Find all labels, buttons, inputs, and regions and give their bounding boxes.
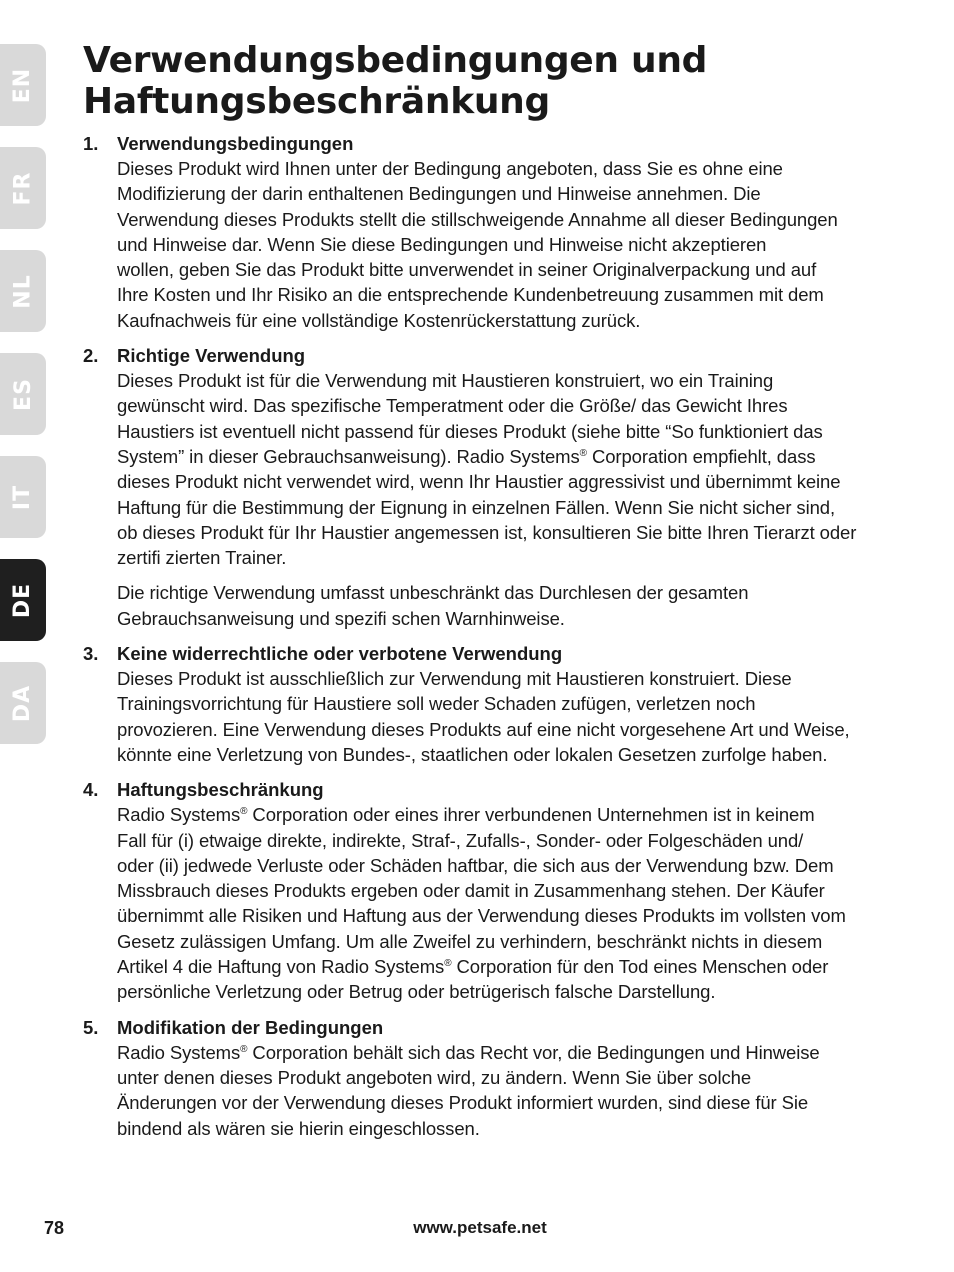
section-modification-of-terms [83, 1015, 913, 1141]
page-title-line-1: Verwendungsbedingungen und [83, 40, 708, 81]
tab-label: IT [10, 484, 36, 510]
tab-es[interactable] [0, 353, 46, 435]
tab-da[interactable] [0, 662, 46, 744]
section-number: 2. [83, 345, 99, 367]
section-paragraph: Dieses Produkt ist für die Verwendung mit Haustieren konstruiert, wo ein Training gewünscht wird. Das spezifische Temperatment oder die Größe/ das Gewicht Ihres Haustiers ist eventuell nicht passend für dieses Produkt (siehe bitte “So funktioniert das System” in dieser Gebrauchsanweisung). Radio Systems® Corporation empfiehlt, dass dieses Produkt nicht verwendet wird, wenn Ihr Haustier aggressivist und übernimmt keine Haftung für die Bestimmung der Eignung in einzelnen Fällen. Wenn Sie nicht sicher sind, ob dieses Produkt für Ihr Haustier angemessen ist, konsultieren Sie bitte Ihren Tierarzt oder zertifi zierten Trainer. [117, 370, 857, 569]
section-heading [83, 131, 913, 156]
section-number: 1. [83, 133, 99, 154]
section-paragraph: Dieses Produkt ist ausschließlich zur Verwendung mit Haustieren konstruiert. Diese Trainingsvorrichtung für Haustiere soll weder Schaden zufügen, verletzen noch provozieren. Eine Verwendung dieses Produkts auf eine nicht vorgesehene Art und Weise, könnte eine Verletzung von Bundes-, staatlichen oder lokalen Gesetzen zurfolge haben. [117, 668, 850, 765]
page-title [83, 40, 903, 122]
section-title: Modifikation der Bedingungen [117, 1016, 384, 1038]
tab-fr[interactable] [0, 147, 46, 229]
section-heading [83, 1015, 913, 1040]
tab-en[interactable] [0, 44, 46, 126]
section-title: Haftungsbeschränkung [117, 779, 324, 801]
section-number: 4. [83, 779, 99, 801]
tab-label: EN [10, 67, 36, 103]
tab-label: DE [10, 582, 36, 618]
section-title: Verwendungsbedingungen [117, 133, 354, 154]
section-number: 5. [83, 1016, 99, 1038]
section-number: 3. [83, 643, 99, 665]
section-heading [83, 641, 913, 666]
tab-label: DA [10, 684, 36, 722]
section-title: Keine widerrechtliche oder verbotene Verwendung [117, 643, 563, 665]
tab-label: FR [10, 171, 36, 205]
page-number: 78 [44, 1218, 65, 1238]
website-url[interactable]: www.petsafe.net [413, 1218, 547, 1237]
content [83, 131, 913, 1151]
tab-label: ES [10, 377, 36, 411]
section-proper-use [83, 343, 913, 631]
page-title-line-2: Haftungsbeschränkung [83, 81, 550, 122]
tab-label: NL [10, 273, 36, 309]
section-paragraph: Dieses Produkt wird Ihnen unter der Bedingung angeboten, dass Sie es ohne eine Modifizierung der darin enthaltenen Bedingungen und Hinweise annehmen. Die Verwendung dieses Produkts stellt die stillschweigende Annahme all dieser Bedingungen und Hinweise dar. Wenn Sie diese Bedingungen und Hinweise nicht akzeptieren wollen, geben Sie das Produkt bitte unverwendet in seiner Originalverpackung und auf Ihre Kosten und Ihr Risiko an die entsprechende Kundenbetreuung zusammen mit dem Kaufnachweis für eine vollständige Kostenrückerstattung zurück. [117, 158, 838, 331]
tab-de[interactable] [0, 559, 46, 641]
section-paragraph: Die richtige Verwendung umfasst unbeschränkt das Durchlesen der gesamten Gebrauchsanweisung und spezifi schen Warnhinweise. [117, 582, 749, 629]
section-heading [83, 777, 913, 802]
section-heading [83, 343, 913, 368]
tab-it[interactable] [0, 456, 46, 538]
section-paragraph: Radio Systems® Corporation oder eines ihrer verbundenen Unternehmen ist in keinem Fall für (i) etwaige direkte, indirekte, Straf-, Zufalls-, Sonder- oder Folgeschäden und/ oder (ii) jedwede Verluste oder Schäden haftbar, die sich aus der Verwendung bzw. Dem Missbrauch dieses Produkts ergeben oder damit in Zusammenhang stehen. Der Käufer übernimmt alle Risiken und Haftung aus der Verwendung dieses Produkts im vollsten vom Gesetz zulässigen Umfang. Um alle Zweifel zu verhindern, beschränkt nichts in diesem Artikel 4 die Haftung von Radio Systems® Corporation für den Tod eines Menschen oder persönliche Verletzung oder Betrug oder betrügerisch falsche Darstellung. [117, 804, 846, 1003]
section-title: Richtige Verwendung [117, 345, 306, 367]
section-paragraph: Radio Systems® Corporation behält sich das Recht vor, die Bedingungen und Hinweise unter denen dieses Produkt angeboten wird, zu ändern. Wenn Sie über solche Änderungen vor der Verwendung dieses Produkt informiert wurden, sind diese für Sie bindend als wären sie hierin eingeschlossen. [117, 1041, 820, 1139]
section-terms-of-use [83, 131, 913, 333]
section-no-unlawful-use [83, 641, 913, 767]
section-limitation-of-liability [83, 777, 913, 1004]
tab-nl[interactable] [0, 250, 46, 332]
